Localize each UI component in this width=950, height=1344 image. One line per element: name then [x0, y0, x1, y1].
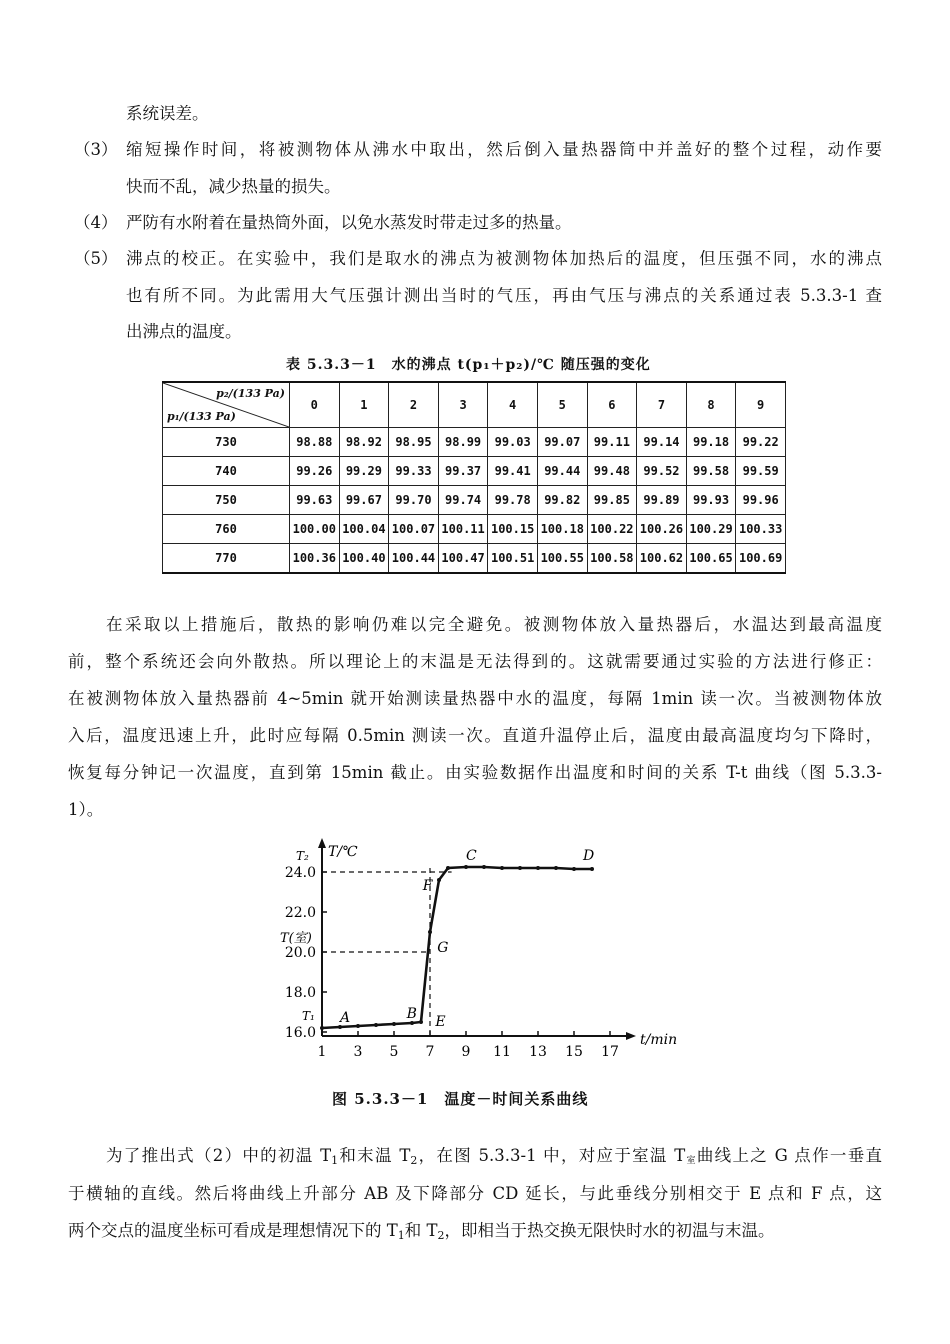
data-point [374, 1023, 378, 1027]
table-cell: 99.85 [587, 486, 637, 515]
data-point [464, 865, 468, 869]
table-cell: 100.47 [438, 544, 488, 574]
point-label: G [437, 940, 449, 956]
text-line: 1）。 [68, 800, 104, 819]
table-cell: 99.59 [736, 457, 786, 486]
table-cell: 100.69 [736, 544, 786, 574]
point-label: F [422, 878, 433, 894]
table-cell: 100.04 [339, 515, 389, 544]
list-number: （5） [74, 249, 118, 268]
table-cell: 99.29 [339, 457, 389, 486]
y-axis-label: T/℃ [328, 844, 358, 860]
table-row-header: 760 [163, 515, 290, 544]
table-cell: 100.22 [587, 515, 637, 544]
text-line: 为了推出式（2）中的初温 $T_1$和末温 $T_2$，在图 5.3.3-1 中，对应于室温 $T_室$曲线上之 G 点作一垂直 [106, 1146, 882, 1167]
table-cell: 100.40 [339, 544, 389, 574]
data-point [356, 1024, 360, 1028]
table-cell: 100.07 [389, 515, 439, 544]
table-cell: 100.29 [686, 515, 736, 544]
text-line: 出沸点的温度。 [126, 322, 242, 341]
table-cell: 99.67 [339, 486, 389, 515]
table-column-header: 4 [488, 382, 538, 428]
table-column-header: 8 [686, 382, 736, 428]
table-column-header: 3 [438, 382, 488, 428]
table-cell: 99.48 [587, 457, 637, 486]
data-point [419, 1020, 423, 1024]
corner-bottom-label: p₁/(133 Pa) [167, 410, 236, 423]
y-tick-label: 24.0 [284, 865, 316, 881]
temperature-time-chart [270, 838, 690, 1083]
table-row-header: 750 [163, 486, 290, 515]
table-cell: 99.44 [537, 457, 587, 486]
data-point [320, 1026, 324, 1030]
table-row [163, 428, 786, 457]
table-row [163, 515, 786, 544]
table-row [163, 486, 786, 515]
text-line: 恢复每分钟记一次温度，直到第 15min 截止。由实验数据作出温度和时间的关系 T-t 曲线（图 5.3.3- [68, 763, 882, 782]
table-cell: 100.44 [389, 544, 439, 574]
y-extra-label: T₁ [302, 1009, 315, 1023]
table-cell: 98.88 [290, 428, 340, 457]
y-tick-label: 20.0 [284, 945, 316, 961]
x-tick-label: 3 [353, 1044, 363, 1060]
y-extra-label: T(室) [280, 931, 312, 946]
x-axis-label: t/min [640, 1032, 678, 1048]
table-cell: 98.95 [389, 428, 439, 457]
table-cell: 99.03 [488, 428, 538, 457]
text-line: 在采取以上措施后，散热的影响仍难以完全避免。被测物体放入量热器后，水温达到最高温度 [106, 615, 882, 634]
x-tick-label: 5 [389, 1044, 399, 1060]
table-column-header: 6 [587, 382, 637, 428]
x-tick-label: 17 [601, 1044, 619, 1060]
table-cell: 100.58 [587, 544, 637, 574]
table-cell: 99.89 [637, 486, 687, 515]
table-cell: 100.62 [637, 544, 687, 574]
table-caption: 表 5.3.3－1 水的沸点 t(p₁＋p₂)/℃ 随压强的变化 [286, 357, 651, 373]
y-tick-label: 18.0 [284, 985, 316, 1001]
x-tick-label: 9 [461, 1044, 471, 1060]
x-axis-arrow [626, 1032, 636, 1040]
table-cell: 99.41 [488, 457, 538, 486]
y-tick-label: 22.0 [284, 905, 316, 921]
data-point [518, 866, 522, 870]
table-cell: 99.26 [290, 457, 340, 486]
text-line: 也有所不同。为此需用大气压强计测出当时的气压，再由气压与沸点的关系通过表 5.3.3-1 查 [126, 286, 882, 305]
table-cell: 100.26 [637, 515, 687, 544]
table-row-header: 740 [163, 457, 290, 486]
data-point [500, 866, 504, 870]
table-cell: 100.55 [537, 544, 587, 574]
table-cell: 99.22 [736, 428, 786, 457]
table-cell: 100.51 [488, 544, 538, 574]
x-tick-label: 15 [565, 1044, 583, 1060]
table-cell: 100.18 [537, 515, 587, 544]
y-axis-arrow [318, 838, 326, 848]
boiling-point-table [162, 381, 786, 574]
point-label: A [340, 1010, 351, 1026]
table-corner-header [163, 382, 290, 428]
table-cell: 100.15 [488, 515, 538, 544]
table-row [163, 457, 786, 486]
table-cell: 99.11 [587, 428, 637, 457]
point-label: D [583, 848, 595, 864]
table-cell: 99.58 [686, 457, 736, 486]
table-cell: 99.74 [438, 486, 488, 515]
table-cell: 99.82 [537, 486, 587, 515]
data-point [554, 866, 558, 870]
text-line: 缩短操作时间，将被测物体从沸水中取出，然后倒入量热器筒中并盖好的整个过程，动作要 [126, 140, 882, 159]
x-tick-label: 7 [425, 1044, 435, 1060]
table-cell: 99.18 [686, 428, 736, 457]
data-point [590, 867, 594, 871]
table-cell: 98.92 [339, 428, 389, 457]
point-label: E [435, 1014, 446, 1030]
point-label: B [406, 1006, 417, 1022]
table-cell: 99.07 [537, 428, 587, 457]
table-row [163, 544, 786, 574]
curve-line [322, 867, 592, 1028]
text-line: 入后，温度迅速上升，此时应每隔 0.5min 测读一次。直道升温停止后，温度由最高温度均匀下降时， [68, 726, 882, 745]
data-point [428, 930, 432, 934]
table-cell: 99.78 [488, 486, 538, 515]
data-point [437, 878, 441, 882]
data-point [572, 867, 576, 871]
table-cell: 100.11 [438, 515, 488, 544]
figure-caption: 图 5.3.3－1 温度－时间关系曲线 [332, 1090, 589, 1108]
table-cell: 99.33 [389, 457, 439, 486]
x-tick-label: 1 [317, 1044, 327, 1060]
table-cell: 100.65 [686, 544, 736, 574]
table-cell: 100.36 [290, 544, 340, 574]
text-line: 前，整个系统还会向外散热。所以理论上的末温是无法得到的。这就需要通过实验的方法进行修正： [68, 652, 882, 671]
table-cell: 99.93 [686, 486, 736, 515]
text-line: 两个交点的温度坐标可看成是理想情况下的 $T_1$和 $T_2$，即相当于热交换无限快时水的初温与末温。 [68, 1221, 775, 1242]
corner-top-label: p₂/(133 Pa) [216, 387, 285, 400]
text-line: 沸点的校正。在实验中，我们是取水的沸点为被测物体加热后的温度，但压强不同，水的沸点 [126, 249, 882, 268]
list-number: （3） [74, 140, 118, 159]
table-column-header: 2 [389, 382, 439, 428]
x-tick-label: 13 [529, 1044, 547, 1060]
table-column-header: 0 [290, 382, 340, 428]
text-line: 系统误差。 [126, 104, 209, 123]
text-line: 于横轴的直线。然后将曲线上升部分 AB 及下降部分 CD 延长，与此垂线分别相交于 E 点和 F 点，这 [68, 1184, 882, 1203]
x-tick-label: 11 [493, 1044, 511, 1060]
table-column-header: 5 [537, 382, 587, 428]
data-point [482, 865, 486, 869]
data-point [536, 866, 540, 870]
data-point [446, 866, 450, 870]
table-cell: 99.14 [637, 428, 687, 457]
table-cell: 98.99 [438, 428, 488, 457]
text-line: 严防有水附着在量热筒外面，以免水蒸发时带走过多的热量。 [126, 213, 572, 232]
table-cell: 100.00 [290, 515, 340, 544]
table-row-header: 770 [163, 544, 290, 574]
table-cell: 99.63 [290, 486, 340, 515]
table-column-header: 7 [637, 382, 687, 428]
table-cell: 99.37 [438, 457, 488, 486]
list-number: （4） [74, 213, 118, 232]
y-tick-label: 16.0 [284, 1025, 316, 1041]
text-line: 快而不乱，减少热量的损失。 [126, 177, 341, 196]
text-line: 在被测物体放入量热器前 4~5min 就开始测读量热器中水的温度，每隔 1min 读一次。当被测物体放 [68, 689, 882, 708]
table-cell: 100.33 [736, 515, 786, 544]
table-row-header: 730 [163, 428, 290, 457]
point-label: C [466, 848, 477, 864]
table-column-header: 1 [339, 382, 389, 428]
table-cell: 99.70 [389, 486, 439, 515]
table-cell: 99.52 [637, 457, 687, 486]
table-column-header: 9 [736, 382, 786, 428]
data-point [392, 1022, 396, 1026]
table-cell: 99.96 [736, 486, 786, 515]
y-extra-label: T₂ [296, 849, 309, 863]
